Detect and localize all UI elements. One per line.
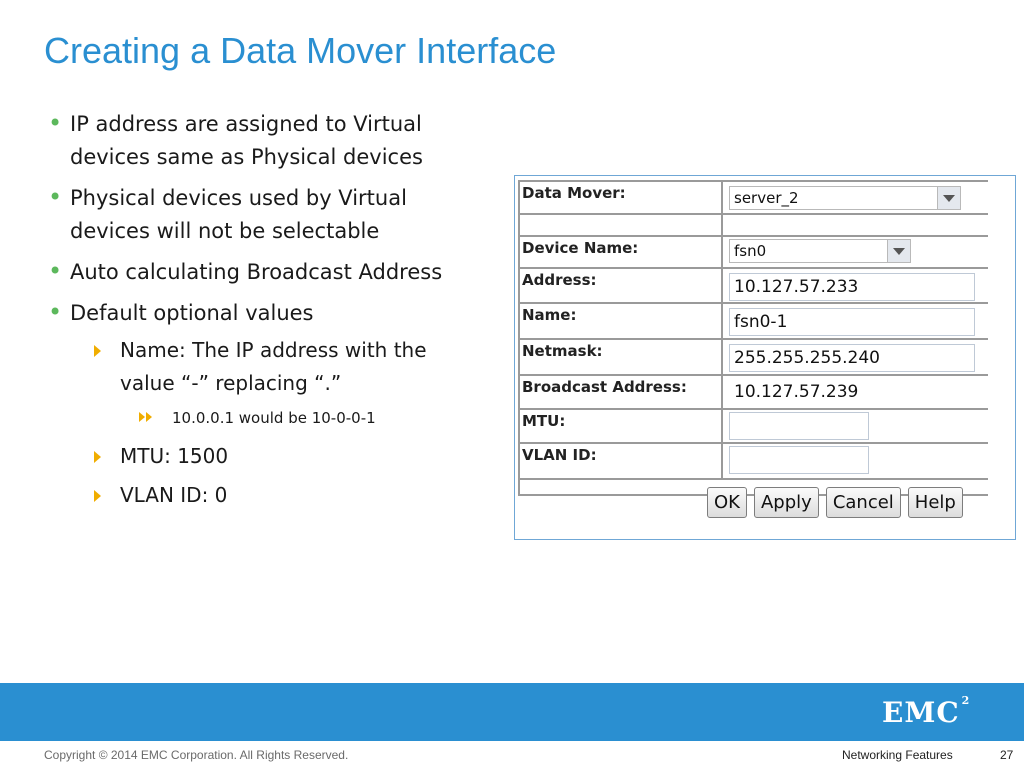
- arrow-bullet-icon: [94, 490, 101, 502]
- data-mover-select[interactable]: [729, 186, 961, 210]
- copyright-text: Copyright © 2014 EMC Corporation. All Rights Reserved.: [44, 748, 349, 762]
- logo-text: EMC: [882, 696, 960, 729]
- bullet-dot-icon: •: [48, 257, 63, 285]
- name-field[interactable]: fsn0-1: [729, 308, 975, 336]
- vlan-id-field[interactable]: [729, 446, 869, 474]
- interface-form: [518, 180, 988, 496]
- sub-bullet-text: VLAN ID: 0: [120, 483, 228, 507]
- bullet-text: Default optional values: [70, 301, 314, 325]
- footer-bar: [0, 683, 1024, 741]
- sub-bullet-item: [44, 479, 484, 512]
- cancel-button[interactable]: Cancel: [826, 487, 901, 518]
- sub-bullet-item: [44, 440, 484, 473]
- bullet-item: [44, 182, 484, 248]
- emc-logo: [882, 696, 970, 729]
- vlan-id-label: VLAN ID:: [520, 444, 723, 478]
- dropdown-arrow-icon[interactable]: [887, 240, 910, 262]
- device-name-select[interactable]: [729, 239, 911, 263]
- mtu-label: MTU:: [520, 410, 723, 442]
- double-arrow-bullet-icon: [139, 412, 153, 422]
- bullet-text: Auto calculating Broadcast Address: [70, 260, 443, 284]
- bullet-text: Physical devices used by Virtual devices will not be selectable: [70, 186, 407, 243]
- bullet-list: [44, 108, 484, 518]
- bullet-item: [44, 256, 484, 289]
- form-row-broadcast: [520, 376, 988, 410]
- arrow-bullet-icon: [94, 345, 101, 357]
- mtu-field[interactable]: [729, 412, 869, 440]
- bullet-text: IP address are assigned to Virtual devices same as Physical devices: [70, 112, 423, 169]
- address-field[interactable]: 10.127.57.233: [729, 273, 975, 301]
- bullet-item: [44, 297, 484, 330]
- data-mover-label: Data Mover:: [520, 182, 723, 213]
- broadcast-address-value: 10.127.57.239: [729, 378, 975, 406]
- sub-bullet-text: Name: The IP address with the value “-” replacing “.”: [120, 338, 427, 395]
- slide-title: Creating a Data Mover Interface: [44, 30, 557, 71]
- form-row-device-name: [520, 237, 988, 269]
- broadcast-address-label: Broadcast Address:: [520, 376, 723, 408]
- bullet-dot-icon: •: [48, 183, 63, 211]
- device-name-label: Device Name:: [520, 237, 723, 267]
- address-label: Address:: [520, 269, 723, 302]
- page-number: 27: [1000, 748, 1014, 762]
- arrow-bullet-icon: [94, 451, 101, 463]
- form-row-mtu: [520, 410, 988, 444]
- form-row-data-mover: [520, 182, 988, 215]
- logo-superscript: 2: [961, 694, 971, 707]
- sub-bullet-text: MTU: 1500: [120, 444, 229, 468]
- apply-button[interactable]: Apply: [754, 487, 819, 518]
- data-mover-value: server_2: [734, 189, 799, 207]
- netmask-field[interactable]: 255.255.255.240: [729, 344, 975, 372]
- device-name-value: fsn0: [734, 242, 767, 260]
- dropdown-arrow-icon[interactable]: [937, 187, 960, 209]
- form-spacer-row: [520, 215, 988, 237]
- form-row-vlan: [520, 444, 988, 480]
- form-row-netmask: [520, 340, 988, 376]
- bullet-item: [44, 108, 484, 174]
- name-label: Name:: [520, 304, 723, 338]
- netmask-label: Netmask:: [520, 340, 723, 374]
- section-name: Networking Features: [842, 748, 953, 762]
- form-row-address: [520, 269, 988, 304]
- form-row-name: [520, 304, 988, 340]
- data-mover-interface-dialog: [514, 175, 1016, 540]
- dialog-button-bar: [707, 487, 963, 518]
- help-button[interactable]: Help: [908, 487, 963, 518]
- sub-bullet-item: [44, 334, 484, 400]
- sub-sub-bullet-text: 10.0.0.1 would be 10-0-0-1: [172, 409, 376, 427]
- sub-sub-bullet-item: [44, 406, 484, 430]
- bullet-dot-icon: •: [48, 298, 63, 326]
- ok-button[interactable]: OK: [707, 487, 747, 518]
- bullet-dot-icon: •: [48, 109, 63, 137]
